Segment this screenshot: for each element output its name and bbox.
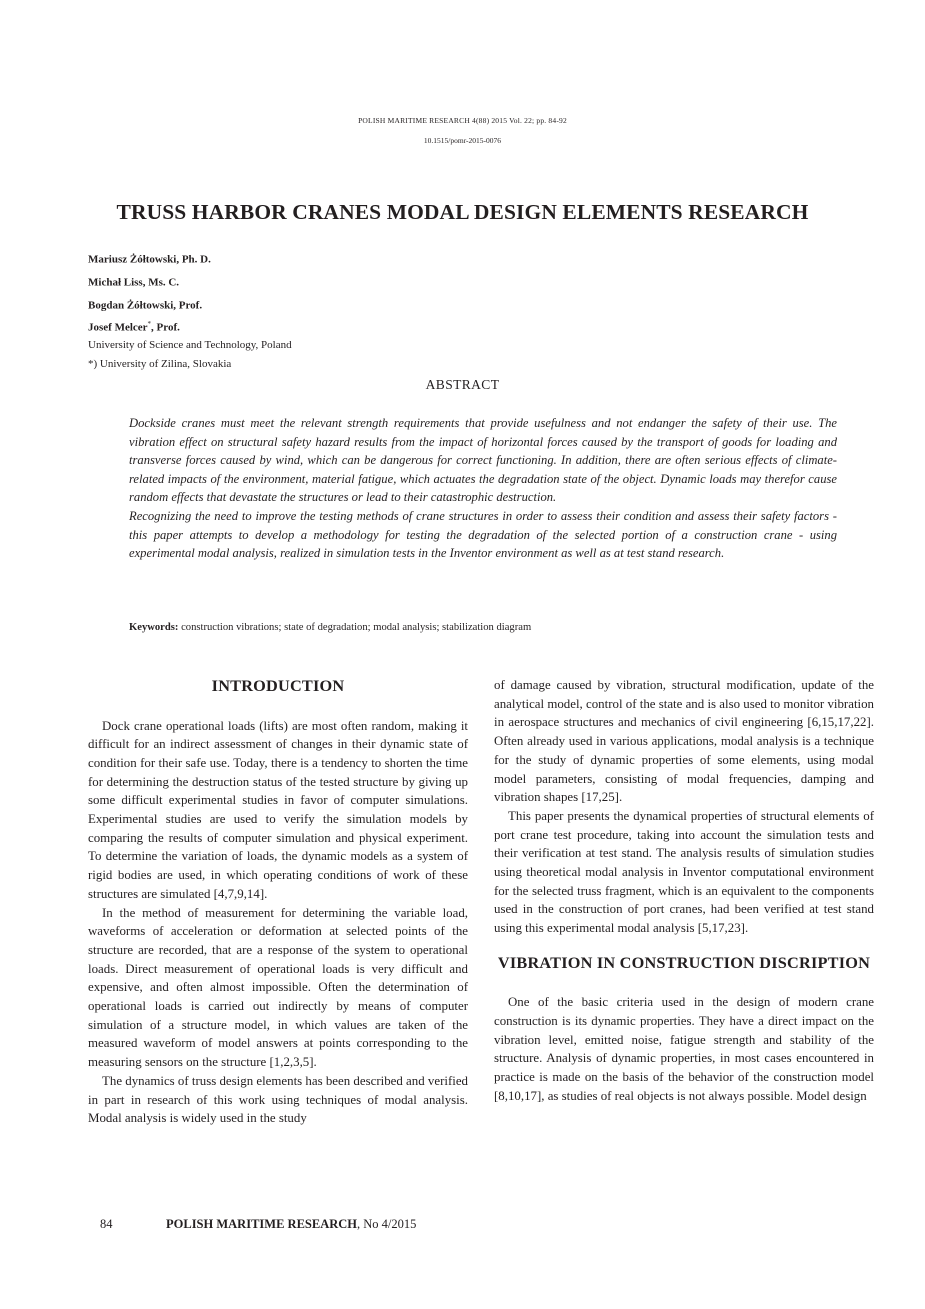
page-number: 84 — [100, 1217, 113, 1231]
keywords-text: construction vibrations; state of degradation; modal analysis; stabilization diagram — [181, 622, 532, 633]
affiliation: University of Science and Technology, Poland — [88, 339, 292, 352]
body-paragraph: The dynamics of truss design elements has been described and verified in part in research of this work using techniques of modal analysis. Modal analysis is widely used in the study — [88, 1073, 468, 1126]
body-paragraph: One of the basic criteria used in the design of modern crane construction is its dynamic properties. They have a direct impact on the vibration level, emitted noise, fatigue strength and stability of the structure. Analysis of dynamic properties, in most cases encountered in practice is made on the basis of the behavior of the construction model [8,10,17], as studies of real objects is not always possible. Model design — [494, 995, 874, 1103]
section-heading-vibration: VIBRATION IN CONSTRUCTION DISCRIPTION — [497, 952, 871, 972]
author-block — [88, 246, 688, 373]
body-paragraph: In the method of measurement for determining the variable load, waveforms of acceleration or deformation at selected points of the structure are recorded, that are a response of the system to operational loads. Direct measurement of operational loads is very difficult and expensive, and often almost impossible. Often the determination of operational loads is carried out indirectly by means of computer simulation of a structure model, in which values are taken of the measured waveform of model answers at points corresponding to the measuring sensors on the structure [1,2,3,5]. — [88, 905, 468, 1070]
author-degree: , Ph. D. — [176, 253, 211, 266]
left-column — [88, 676, 468, 1128]
author-name: Bogdan Żółtowski — [88, 299, 174, 312]
keywords-label: Keywords: — [129, 622, 179, 633]
abstract-paragraph: Dockside cranes must meet the relevant strength requirements that provide usefulness and not endanger the safety of their use. The vibration effect on structural safety hazard results from the impact of horizontal forces caused by the transport of goods for loading and transverse forces caused by wind, which can be dangerous for correct functioning. In addition, there are often serious effects of climate-related impacts of the environment, material fatigue, which actuates the degradation state of the object. Dynamic loads may therefor cause random effects that devastate the structures or lead to their catastrophic destruction. — [129, 416, 837, 505]
keywords — [129, 622, 837, 633]
abstract-body — [129, 414, 837, 563]
author-entry — [88, 269, 688, 292]
author-name: Michał Liss — [88, 276, 143, 289]
journal-citation: POLISH MARITIME RESEARCH 4(88) 2015 Vol. 22; pp. 84-92 — [358, 116, 567, 125]
body-paragraph: This paper presents the dynamical properties of structural elements of port crane test procedure, taking into account the simulation tests and their verification at test stand. The analysis results of simulation studies using theoretical modal analysis in Inventor computational environment for the selected truss fragment, which is an equivalent to the components used in the construction of port cranes, had been verified at test stand using this experimental modal analysis [5,17,23]. — [494, 808, 874, 936]
footer-issue: , No 4/2015 — [357, 1217, 417, 1231]
body-paragraph: of damage caused by vibration, structural modification, update of the analytical model, control of the state and is also used to monitor vibration in aerospace structures and mechanics of civil engineering [6,15,17,22]. Often already used in various applications, modal analysis is a technique for the study of dynamic properties of some elements, using modal model parameters, consisting of modal frequencies, damping and vibration shapes [17,25]. — [494, 678, 874, 805]
author-name: Josef Melcer — [88, 321, 148, 334]
paper-title: TRUSS HARBOR CRANES MODAL DESIGN ELEMENTS RESEARCH — [116, 200, 809, 224]
author-entry — [88, 292, 688, 315]
author-entry — [88, 315, 688, 337]
author-name: Mariusz Żółtowski — [88, 253, 177, 266]
abstract-paragraph: Recognizing the need to improve the testing methods of crane structures in order to assess their condition and assess their safety factors - this paper attempts to develop a methodology for testing the degradation of the selected portion of a construction crane - using experimental modal analysis, realized in simulation tests in the Inventor environment as well as at test stand research. — [129, 508, 837, 561]
footer-journal-name: POLISH MARITIME RESEARCH — [166, 1217, 357, 1231]
author-degree: , Ms. C. — [142, 276, 180, 289]
author-affiliation-mark: * — [147, 319, 152, 328]
author-degree: , Prof. — [173, 299, 203, 312]
author-entry — [88, 246, 688, 269]
author-degree: , Prof. — [151, 321, 180, 334]
section-heading-introduction: INTRODUCTION — [211, 676, 345, 695]
abstract-heading: ABSTRACT — [425, 377, 500, 392]
right-column — [494, 676, 874, 1106]
page-footer — [100, 1217, 416, 1232]
doi: 10.1515/pomr-2015-0076 — [423, 136, 502, 145]
affiliation: *) University of Zilina, Slovakia — [88, 357, 232, 370]
body-paragraph: Dock crane operational loads (lifts) are most often random, making it difficult for an indirect assessment of changes in their dynamic state of condition for their safe use. Today, there is a tendency to shorten the time for determining the destruction status of the tested structure by giving up some difficult experimental studies in favor of computer simulations. Experimental studies are used to verify the simulation models by comparing the results of computer simulation and physical experiment. To determine the variation of loads, the dynamic models as a system of rigid bodies are used, in which operating conditions of work of these structures are simulated [4,7,9,14]. — [88, 718, 468, 901]
